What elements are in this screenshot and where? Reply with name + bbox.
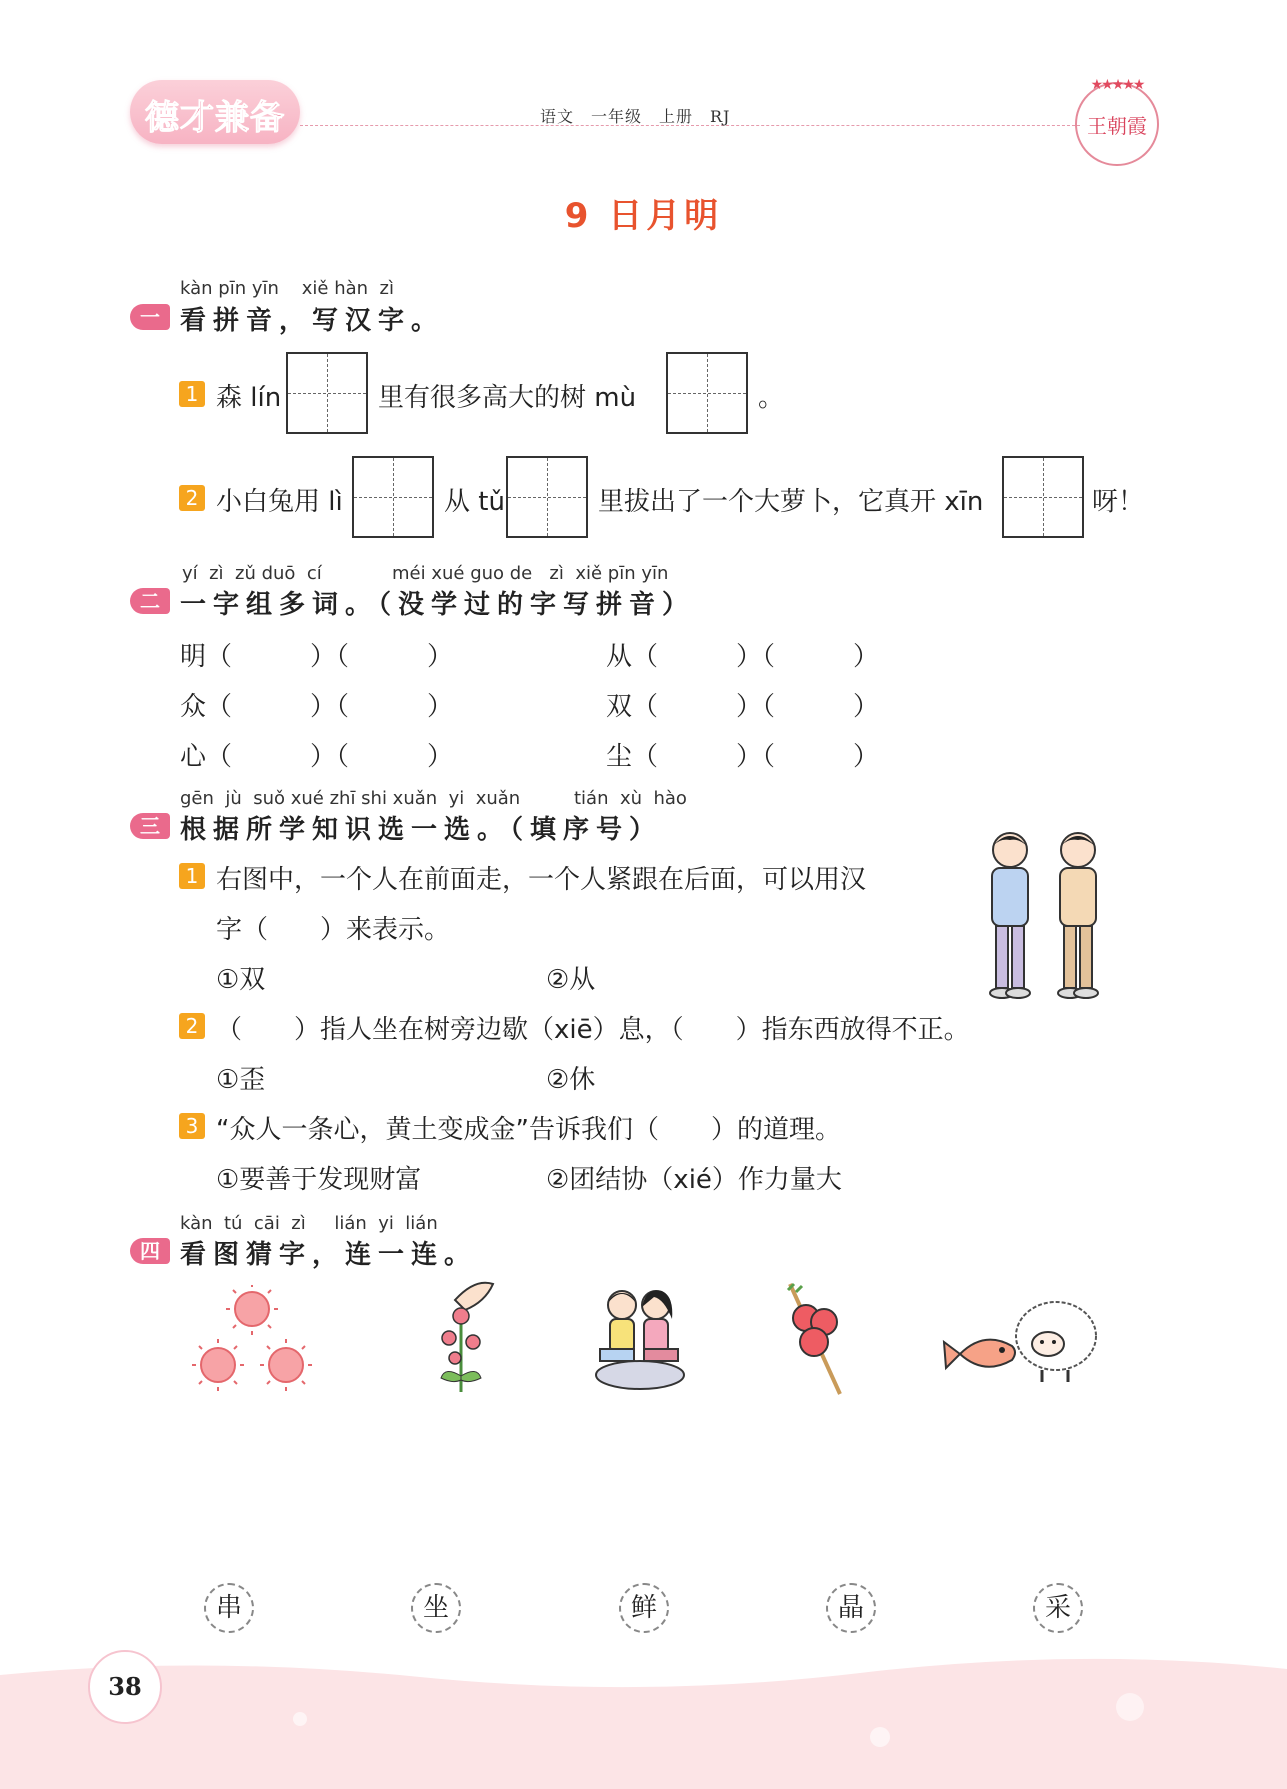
s3-heading: 根据所学知识选一选。（填序号）	[180, 815, 663, 845]
s4-badge: 四	[130, 1238, 170, 1264]
answer-char-circle[interactable]: 坐	[411, 1583, 461, 1633]
q2-text: 呀！	[1092, 487, 1145, 517]
q-number: 2	[179, 1013, 205, 1039]
q-number: 2	[179, 485, 205, 511]
picking-flower-picture[interactable]	[425, 1280, 495, 1395]
book-info: 语文 一年级 上册 RJ	[540, 107, 731, 126]
option: ①要善于发现财富	[216, 1165, 422, 1195]
q1-text: 里有很多高大的树 mù	[378, 383, 637, 413]
word-row[interactable]: 尘（ ）（ ）	[606, 742, 880, 772]
q-number: 3	[179, 1113, 205, 1139]
q1-text: 。	[758, 383, 785, 413]
author-seal: ★★★★★ 王朝霞	[1075, 82, 1159, 166]
s2-pinyin: yí zì zǔ duō cí	[182, 563, 322, 584]
person-behind	[1058, 833, 1098, 998]
option: ②团结协（xié）作力量大	[546, 1165, 842, 1195]
q-text: 右图中，一个人在前面走，一个人紧跟在后面，可以用汉	[216, 865, 867, 895]
word-row[interactable]: 双（ ）（ ）	[606, 692, 880, 722]
writing-box[interactable]	[1002, 456, 1084, 538]
q-text[interactable]: “众人一条心，黄土变成金”告诉我们（ ）的道理。	[216, 1115, 841, 1145]
option: ②休	[546, 1065, 596, 1095]
q2-text: 从 tǔ	[444, 487, 505, 517]
two-kids-sitting-picture[interactable]	[592, 1285, 687, 1390]
word-row[interactable]: 心（ ）（ ）	[180, 742, 454, 772]
brand-logo: 德才兼备	[130, 80, 300, 144]
s4-pinyin: kàn tú cāi zì lián yi lián	[180, 1213, 438, 1234]
person-front	[990, 833, 1030, 998]
lesson-title: 9 日月明	[564, 196, 723, 236]
word-row[interactable]: 众（ ）（ ）	[180, 692, 454, 722]
writing-box[interactable]	[286, 352, 368, 434]
star-icon: ★★★★★	[1090, 77, 1144, 93]
answer-char-circle[interactable]: 鲜	[619, 1583, 669, 1633]
footer-wave	[0, 1655, 1287, 1789]
option: ①歪	[216, 1065, 266, 1095]
q1-text: 森 lín	[216, 383, 282, 413]
word-row[interactable]: 从（ ）（ ）	[606, 642, 880, 672]
q-text[interactable]: （ ）指人坐在树旁边歇（xiē）息，（ ）指东西放得不正。	[216, 1015, 970, 1045]
q-number: 1	[179, 381, 205, 407]
s4-heading: 看图猜字，连一连。	[180, 1240, 478, 1270]
option: ①双	[216, 965, 266, 995]
writing-box[interactable]	[352, 456, 434, 538]
s3-pinyin: gēn jù suǒ xué zhī shi xuǎn yi xuǎn	[180, 788, 521, 809]
two-people-illustration	[970, 828, 1120, 1006]
q2-text: 里拔出了一个大萝卜，它真开 xīn	[598, 487, 984, 517]
s2-pinyin: méi xué guo de zì xiě pīn yīn	[392, 563, 669, 584]
q2-text: 小白兔用 lì	[216, 487, 343, 517]
q-number: 1	[179, 863, 205, 889]
q-text[interactable]: 字（ ）来表示。	[216, 915, 451, 945]
s3-badge: 三	[130, 813, 170, 839]
three-suns-picture[interactable]	[190, 1285, 315, 1395]
writing-box[interactable]	[666, 352, 748, 434]
s2-badge: 二	[130, 588, 170, 614]
s3-pinyin: tián xù hào	[574, 788, 687, 809]
fish-and-sheep-picture[interactable]	[940, 1288, 1100, 1388]
option: ②从	[546, 965, 596, 995]
s2-heading: 一字组多词。（没学过的字写拼音）	[180, 590, 696, 620]
page-number: 38	[88, 1650, 162, 1724]
s1-heading: 看拼音，写汉字。	[180, 306, 445, 336]
answer-char-circle[interactable]: 采	[1033, 1583, 1083, 1633]
candied-haws-picture[interactable]	[778, 1282, 848, 1397]
s1-pinyin: kàn pīn yīn xiě hàn zì	[180, 278, 394, 299]
answer-char-circle[interactable]: 串	[204, 1583, 254, 1633]
word-row[interactable]: 明（ ）（ ）	[180, 642, 454, 672]
s1-badge: 一	[130, 304, 170, 330]
answer-char-circle[interactable]: 晶	[826, 1583, 876, 1633]
writing-box[interactable]	[506, 456, 588, 538]
